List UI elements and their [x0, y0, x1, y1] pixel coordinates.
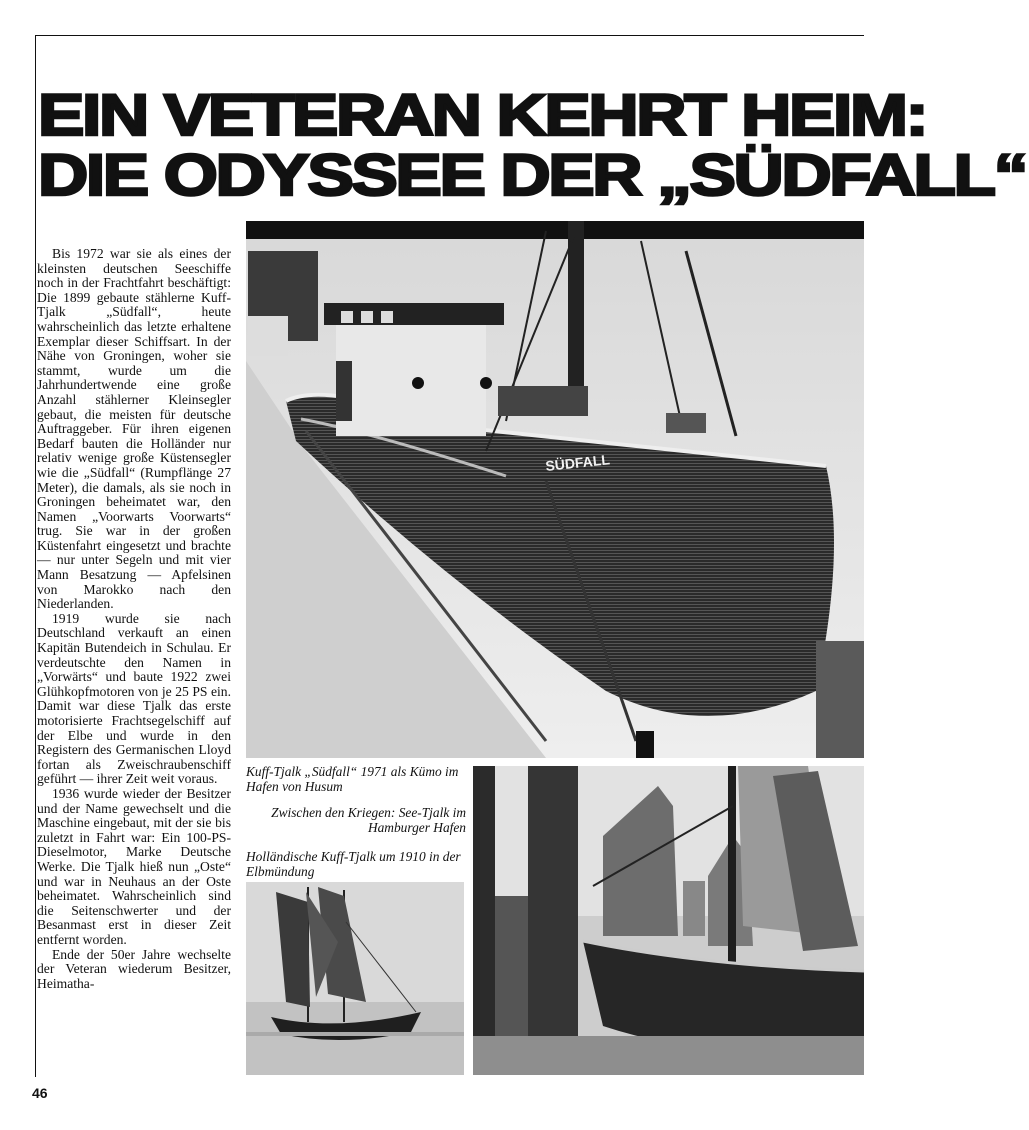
body-paragraph-4: Ende der 50er Jahre wechselte der Veteran wiederum Besitzer, Heimatha- — [37, 946, 231, 991]
body-paragraph-1: Bis 1972 war sie als eines der kleinsten deutschen Seeschiffe noch in der Frachtfahrt beschäftigt: Die 1899 gebaute stählerne Kuff-Tjalk „Südfall“, heute wahrscheinlich das letzte erhaltene Exemplar dieser Schiffsart. In der Nähe von Groningen, woher sie stammt, wurde um die Jahrhundertwende eine große Anzahl stählerner Kleinsegler gebaut, die meisten für deutsche Auftraggeber. Für ihren eigenen Bedarf bauten die Holländer nur relativ wenige große Küstensegler wie die „Südfall“ (Rumpflänge 27 Meter), die damals, als sie noch in Groningen beheimatet war, den Namen „Voorwarts Voorwarts“ trug. Sie war in der großen Küstenfahrt eingesetzt und brachte — nur unter Segeln und mit vier Mann Besatzung — Apfelsinen von Marokko nach den Niederlanden. — [37, 246, 231, 612]
caption-main-photo: Kuff-Tjalk „Südfall“ 1971 als Kümo im Hafen von Husum — [246, 764, 459, 794]
page-number: 46 — [32, 1085, 48, 1101]
body-paragraph-2: 1919 wurde sie nach Deutschland verkauft an einen Kapitän Butendeich in Schulau. Er verdeutschte den Namen in „Vorwärts“ und baute 1922 zwei Glühkopfmotoren von je 25 PS ein. Damit war diese Tjalk das erste motorisierte Frachtsegelschiff auf der Elbe und wurde in den Registern des Germanischen Lloyd fortan als Zweischraubenschiff geführt — ihrer Zeit weit voraus. — [37, 610, 231, 787]
hull-name-lettering: SÜDFALL — [544, 451, 611, 474]
frame-top-rule — [36, 35, 864, 36]
frame-left-rule — [35, 35, 36, 1077]
caption-right-photo: Zwischen den Kriegen: See-Tjalk im Hamburger Hafen — [271, 805, 466, 835]
headline-line-2: DIE ODYSSEE DER „SÜDFALL“ — [38, 143, 1027, 208]
photo-kuff-tjalk-elbmuendung — [246, 882, 464, 1075]
article-body — [37, 247, 231, 1075]
photo-see-tjalk-hamburg — [473, 766, 864, 1075]
headline-line-1: EIN VETERAN KEHRT HEIM: — [38, 83, 927, 148]
body-paragraph-3: 1936 wurde wieder der Besitzer und der Name gewechselt und die Maschine eingebaut, mit der sie bis zuletzt in Fahrt war: Ein 100-PS-Dieselmotor, Marke Deutsche Werke. Die Tjalk hieß nun „Oste“ und war in Neuhaus an der Oste beheimatet. Wahrscheinlich sind die Seitenschwerter und der Besanmast erst in dieser Zeit entfernt worden. — [37, 785, 231, 947]
caption-small-photo: Holländische Kuff-Tjalk um 1910 in der Elbmündung — [246, 849, 461, 879]
photo-suedfall-husum — [246, 221, 864, 758]
headline — [38, 83, 1027, 222]
